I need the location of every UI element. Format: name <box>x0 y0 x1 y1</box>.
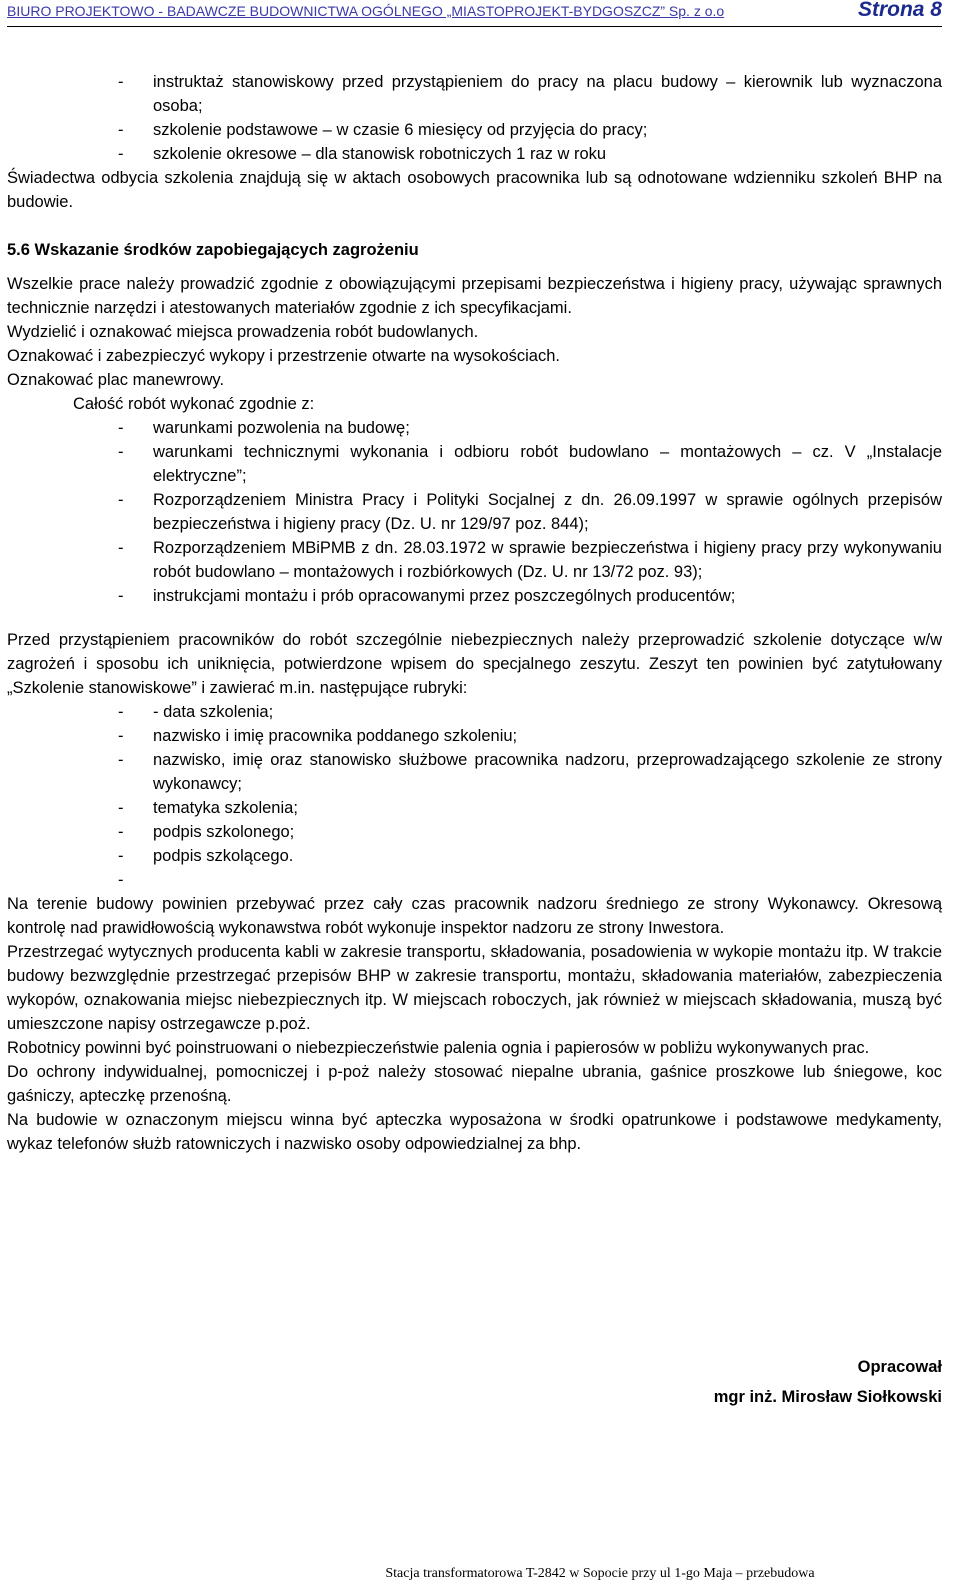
signature-block <box>714 1352 942 1412</box>
header-company: BIURO PROJEKTOWO - BADAWCZE BUDOWNICTWA OGÓLNEGO „MIASTOPROJEKT-BYDGOSZCZ” Sp. z o.o <box>7 3 725 19</box>
page-header <box>7 0 942 27</box>
document-body <box>7 70 942 1156</box>
list-item: - szkolenie podstawowe – w czasie 6 miesięcy od przyjęcia do pracy; <box>7 118 942 142</box>
paragraph-fire: Robotnicy powinni być poinstruowani o niebezpieczeństwie palenia ognia i papierosów w pobliżu wykonywanych prac. <box>7 1039 870 1057</box>
list-item: - warunkami pozwolenia na budowę; <box>7 416 942 440</box>
list-item: - Rozporządzeniem Ministra Pracy i Polityki Socjalnej z dn. 26.09.1997 w sprawie ogólnych przepisów bezpieczeństwa i higieny pracy (Dz. U. nr 129/97 poz. 844); <box>7 488 942 536</box>
signature-name: mgr inż. Mirosław Siołkowski <box>713 1388 942 1406</box>
page-number: Strona 8 <box>857 0 942 21</box>
intro-list <box>7 70 942 166</box>
signature-label: Opracował <box>857 1358 942 1376</box>
paragraph-general: Wszelkie prace należy prowadzić zgodnie z obowiązującymi przepisami bezpieczeństwa i higieny pracy, używając sprawnych technicznie narzędzi i atestowanych materiałów zgodnie z ich specyfikacjami. <box>7 275 942 317</box>
list-item: - warunkami technicznymi wykonania i odbioru robót budowlano – montażowych – cz. V „Instalacje elektryczne”; <box>7 440 942 488</box>
regulations-list <box>7 416 942 608</box>
list-item: - nazwisko, imię oraz stanowisko służbowe pracownika nadzoru, przeprowadzającego szkolenie ze strony wykonawcy; <box>7 748 942 796</box>
list-item: - instruktaż stanowiskowy przed przystąpieniem do pracy na placu budowy – kierownik lub wyznaczona osoba; <box>7 70 942 118</box>
paragraph-training: Przed przystąpieniem pracowników do robót szczególnie niebezpiecznych należy przeprowadzić szkolenie dotyczące w/w zagrożeń i sposobu ich uniknięcia, potwierdzone wpisem do specjalnego zeszytu. Zeszyt ten powinien być zatytułowany „Szkolenie stanowiskowe” i zawierać m.in. następujące rubryki: <box>7 631 942 697</box>
whole-work-intro: Całość robót wykonać zgodnie z: <box>73 395 315 413</box>
paragraph-protection: Do ochrony indywidualnej, pomocniczej i p-poż należy stosować niepalne ubrania, gaśnice proszkowe lub śniegowe, koc gaśniczy, apteczkę przenośną. <box>7 1063 942 1105</box>
paragraph-guidelines: Przestrzegać wytycznych producenta kabli w zakresie transportu, składowania, posadowienia w wykopie montażu itp. W trakcie budowy bezwzględnie przestrzegać przepisów BHP w zakresie transportu, montażu, składowania materiałów, zabezpieczenia wykopów, oznakowania miejsc niebezpiecznych itp. W miejscach roboczych, jak również w miejscach składowania, muszą być umieszczone napisy ostrzegawcze p.poż. <box>7 943 942 1033</box>
paragraph-mark3: Oznakować plac manewrowy. <box>7 371 225 389</box>
list-item: - tematyka szkolenia; <box>7 796 942 820</box>
paragraph-firstaid: Na budowie w oznaczonym miejscu winna być apteczka wyposażona w środki opatrunkowe i podstawowe medykamenty, wykaz telefonów służb ratowniczych i nazwisko osoby odpowiedzialnej za bhp. <box>7 1111 942 1153</box>
list-item: - podpis szkolonego; <box>7 820 942 844</box>
list-item: - nazwisko i imię pracownika poddanego szkoleniu; <box>7 724 942 748</box>
rubrics-list <box>7 700 942 892</box>
list-item <box>7 868 942 892</box>
paragraph-mark2: Oznakować i zabezpieczyć wykopy i przestrzenie otwarte na wysokościach. <box>7 347 560 365</box>
list-item: - szkolenie okresowe – dla stanowisk robotniczych 1 raz w roku <box>7 142 942 166</box>
list-item: - instrukcjami montażu i prób opracowanymi przez poszczególnych producentów; <box>7 584 942 608</box>
list-item: - podpis szkolącego. <box>7 844 942 868</box>
list-item: - Rozporządzeniem MBiPMB z dn. 28.03.1972 w sprawie bezpieczeństwa i higieny pracy przy wykonywaniu robót budowlano – montażowych i rozbiórkowych (Dz. U. nr 13/72 poz. 93); <box>7 536 942 584</box>
paragraph-mark1: Wydzielić i oznakować miejsca prowadzenia robót budowlanych. <box>7 323 479 341</box>
paragraph-supervisor: Na terenie budowy powinien przebywać przez cały czas pracownik nadzoru średniego ze strony Wykonawcy. Okresową kontrolę nad prawidłowością wykonawstwa robót wykonuje inspektor nadzoru ze strony Inwestora. <box>7 895 942 937</box>
certificates-note: Świadectwa odbycia szkolenia znajdują się w aktach osobowych pracownika lub są odnotowane wdzienniku szkoleń BHP na budowie. <box>7 169 942 211</box>
section-heading: 5.6 Wskazanie środków zapobiegających zagrożeniu <box>7 241 419 259</box>
page-footer: Stacja transformatorowa T-2842 w Sopocie przy ul 1-go Maja – przebudowa <box>385 1566 815 1581</box>
list-item: - - data szkolenia; <box>7 700 942 724</box>
